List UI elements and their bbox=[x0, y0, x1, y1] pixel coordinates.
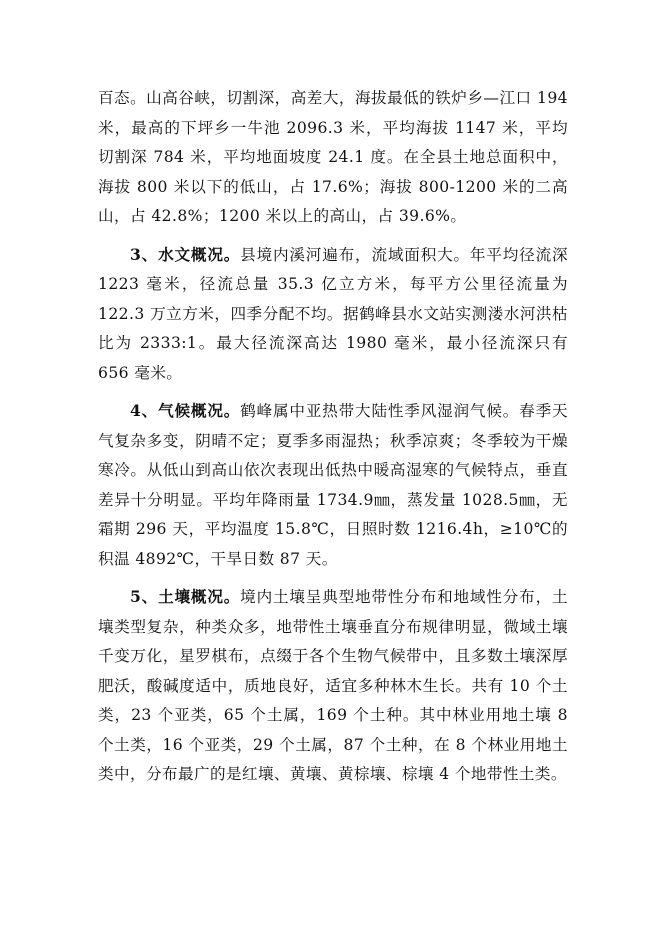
section-heading-soil: 5、土壤概况。 bbox=[130, 587, 241, 606]
paragraph-text: 境内土壤呈典型地带性分布和地域性分布，土壤类型复杂，种类众多，地带性土壤垂直分布规律明显，微域土壤千变万化，星罗棋布，点缀于各个生物气候带中，且多数土壤深厚肥沃，酸碱度适中，质地良好，适宜多种林木生长。共有 10 个土类，23 个亚类，65 个土属，169 个土种。其中林业用地土壤 8 个土类，16 个亚类，29 个土属，87 个土种，在 8 个林业用地土类中，分布最广的是红壤、黄壤、黄棕壤、棕壤 4 个地带性土类。 bbox=[98, 588, 568, 783]
section-heading-hydrology: 3、水文概况。 bbox=[130, 244, 241, 264]
section-heading-climate: 4、气候概况。 bbox=[130, 401, 241, 420]
paragraph-text: 百态。山高谷峡，切割深，高差大，海拔最低的铁炉乡—江口 194 米，最高的下坪乡一牛池 2096.3 米，平均海拔 1147 米，平均切割深 784 米，平均地面坡度 24.1 度。在全县土地总面积中，海拔 800 米以下的低山，占 17.6%；海拔 800-1200 米的二高山，占 42.8%；1200 米以上的高山，占 39.6%。 bbox=[98, 89, 568, 225]
document-page bbox=[98, 84, 568, 790]
paragraph-soil bbox=[98, 582, 568, 790]
paragraph-text: 鹤峰属中亚热带大陆性季风湿润气候。春季天气复杂多变，阴晴不定；夏季多雨湿热；秋季凉爽；冬季较为干燥寒冷。从低山到高山依次表现出低热中暖高湿寒的气候特点，垂直差异十分明显。平均年降雨量 1734.9㎜，蒸发量 1028.5㎜，无霜期 296 天，平均温度 15.8℃，日照时数 1216.4h，≥10℃的积温 4892℃，干旱日数 87 天。 bbox=[98, 402, 568, 568]
paragraph-hydrology bbox=[98, 240, 568, 389]
paragraph-climate bbox=[98, 396, 568, 574]
paragraph-terrain-continuation bbox=[98, 84, 568, 232]
paragraph-text: 县境内溪河遍布，流域面积大。年平均径流深 1223 毫米，径流总量 35.3 亿立方米，每平方公里径流量为 122.3 万立方米，四季分配不均。据鹤峰县水文站实测溇水河洪枯比为 2333:1。最大径流深高达 1980 毫米，最小径流深只有 656 毫米。 bbox=[98, 245, 568, 382]
